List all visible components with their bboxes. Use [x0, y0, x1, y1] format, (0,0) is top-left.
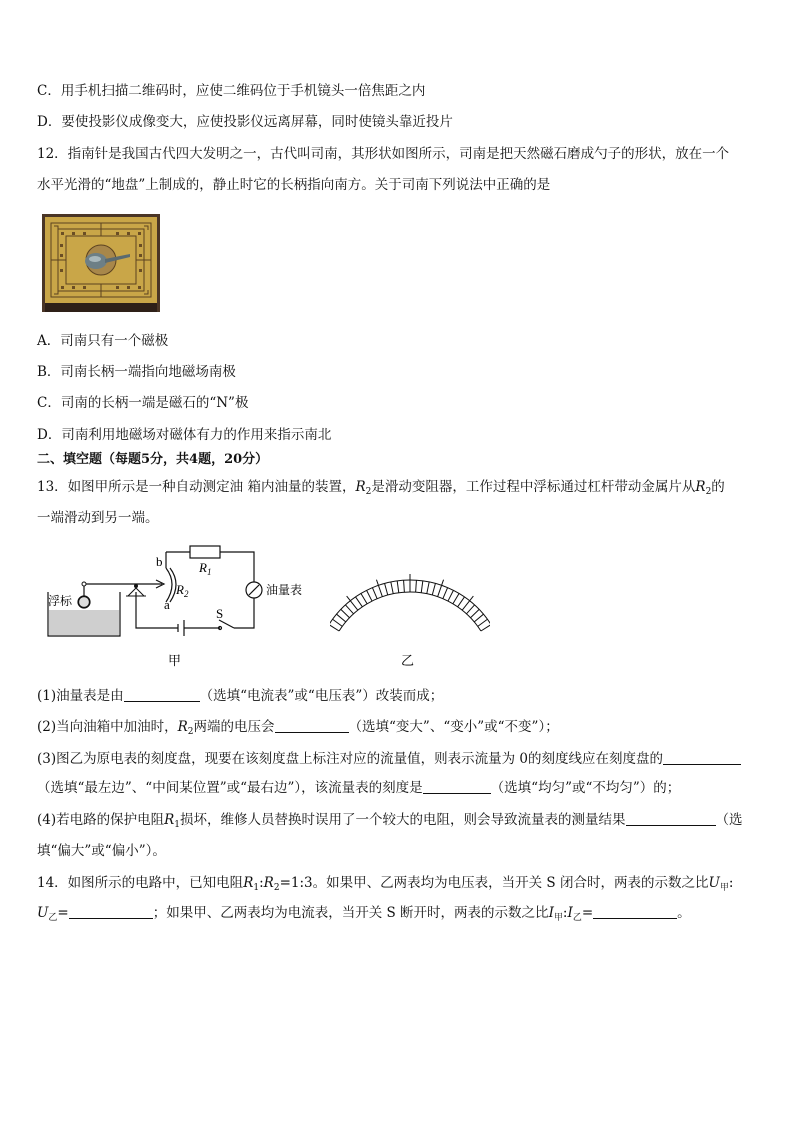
var-sub: 2 — [187, 727, 194, 737]
dial-tick — [438, 580, 444, 597]
q14-text-end: 。 — [677, 905, 691, 921]
dial-tick — [376, 580, 382, 597]
label-float: 浮标 — [48, 594, 73, 608]
q13-p4-text-b: 损坏，维修人员替换时误用了一个较大的电阻，则会导致流量表的测量结果 — [180, 812, 626, 828]
ratio-colon: : — [259, 875, 264, 891]
var-sub: 1 — [253, 883, 260, 893]
label-r2-sub: 2 — [183, 589, 189, 599]
answer-blank-1[interactable] — [124, 687, 200, 702]
q13-part3-line1 — [37, 750, 741, 768]
var-sub-jia: 甲 — [553, 913, 563, 923]
ratio-colon: : — [728, 875, 734, 891]
label-r1-letter: R — [199, 560, 207, 575]
q12-option-c: C．司南的长柄一端是磁石的“N”极 — [37, 395, 249, 411]
label-b: b — [156, 554, 163, 569]
dial-tick — [361, 593, 367, 603]
answer-blank-3[interactable] — [663, 750, 741, 765]
var-r: R — [164, 812, 175, 828]
q13-text-b: 是滑动变阻器，工作过程中浮标通过杠杆带动金属片从 — [371, 479, 696, 495]
q13-part1 — [37, 687, 443, 705]
answer-blank-2[interactable] — [275, 718, 349, 733]
label-r2 — [175, 582, 189, 599]
var-sub-yi: 乙 — [48, 913, 58, 923]
dial-tick — [341, 609, 350, 617]
answer-blank-7[interactable] — [593, 904, 677, 919]
dial-tick — [385, 583, 388, 595]
dial-tick — [397, 581, 399, 593]
q12-option-a: A．司南只有一个磁极 — [37, 333, 169, 349]
q14-text-c: ；如果甲、乙两表均为电流表，当开关 S 断开时，两表的示数之比 — [152, 905, 549, 921]
ratio-colon: : — [562, 905, 568, 921]
q13-p1-text-a: (1)油量表是由 — [37, 688, 124, 704]
dial-tick — [458, 597, 465, 607]
q13-part2 — [37, 718, 559, 741]
var-u: U — [708, 875, 720, 891]
answer-blank-6[interactable] — [69, 904, 153, 919]
q13-p2-text-b: 两端的电压会 — [193, 719, 275, 735]
q14-line2 — [37, 904, 691, 927]
var-sub: 2 — [705, 487, 712, 497]
caption-jia: 甲 — [168, 654, 182, 669]
dial-tick — [453, 593, 459, 603]
var-sub-jia: 甲 — [719, 883, 729, 893]
q12-option-b: B．司南长柄一端指向地磁场南极 — [37, 364, 236, 380]
dial-tick — [367, 590, 372, 601]
label-r1 — [198, 560, 211, 577]
q12-option-d: D．司南利用地磁场对磁体有力的作用来指示南北 — [37, 427, 332, 443]
ratio-value: =1:3 — [279, 875, 313, 891]
q13-p4-text-a: (4)若电路的保护电阻 — [37, 812, 165, 828]
dial-tick — [416, 580, 417, 592]
q13-stem-line1 — [37, 478, 725, 501]
q13-text-c: 的 — [711, 479, 725, 495]
q13-part4-line2: 填“偏大”或“偏小”）。 — [37, 843, 166, 859]
dial-tick — [356, 597, 363, 607]
var-r: R — [243, 875, 254, 891]
label-switch-s: S — [216, 606, 224, 621]
dial-tick — [427, 582, 429, 594]
var-sub-yi: 乙 — [572, 913, 582, 923]
dial-tick — [432, 583, 435, 595]
var-r: R — [177, 719, 188, 735]
q13-text-a: 13．如图甲所示是一种自动测定油 箱内油量的装置， — [37, 479, 356, 495]
q11-option-d: D．要使投影仪成像变大，应使投影仪远离屏幕，同时使镜头靠近投片 — [37, 114, 453, 130]
var-sub: 1 — [174, 820, 181, 830]
q13-part3-line2 — [37, 779, 680, 797]
label-r2-letter: R — [176, 582, 184, 597]
var-i: I — [567, 905, 573, 921]
var-sub: 2 — [365, 487, 372, 497]
equals: = — [581, 905, 594, 921]
label-a: a — [164, 597, 170, 612]
dial-tick — [345, 605, 353, 614]
answer-blank-4[interactable] — [423, 779, 491, 794]
answer-blank-5[interactable] — [626, 811, 716, 826]
q13-part4-line1 — [37, 811, 743, 834]
q14-line1 — [37, 874, 733, 897]
q13-p3-text-b: （选填“最左边”、“中间某位置”或“最右边”），该流量表的刻度是 — [37, 780, 423, 796]
var-i: I — [548, 905, 554, 921]
dial-tick — [448, 590, 453, 601]
var-u: U — [37, 905, 49, 921]
dial-tick — [391, 582, 393, 594]
caption-yi: 乙 — [401, 654, 415, 669]
dial-tick — [471, 609, 480, 617]
q12-stem-line1: 12．指南针是我国古代四大发明之一，古代叫司南，其形状如图所示，司南是把天然磁石磨成勺子的形状，放在一个 — [37, 146, 730, 162]
dial-tick — [337, 614, 346, 622]
figure-yi-dial — [330, 566, 490, 672]
dial-arc — [339, 592, 481, 631]
dial-tick — [421, 581, 423, 593]
dial-tick — [372, 588, 377, 599]
q13-p2-text-a: (2)当向油箱中加油时， — [37, 719, 178, 735]
var-r: R — [355, 479, 366, 495]
dial-tick — [474, 614, 483, 622]
q13-p3-text-c: （选填“均匀”或“不均匀”）的； — [490, 780, 681, 796]
sinan-compass-image — [42, 214, 160, 312]
q14-text-b: 。如果甲、乙两表均为电压表，当开关 S 闭合时，两表的示数之比 — [312, 875, 709, 891]
q12-stem-line2: 水平光滑的“地盘”上制成的，静止时它的长柄指向南方。关于司南下列说法中正确的是 — [37, 177, 551, 193]
var-r: R — [263, 875, 274, 891]
q13-p4-text-c: （选 — [715, 812, 743, 828]
var-sub: 2 — [273, 883, 280, 893]
q13-p2-text-c: （选填“变大”、“变小”或“不变”）； — [348, 719, 559, 735]
q13-p1-text-b: （选填“电流表”或“电压表”）改装而成； — [199, 688, 444, 704]
q14-text-a: 14．如图所示的电路中，已知电阻 — [37, 875, 244, 891]
q13-stem-line2: 一端滑动到另一端。 — [37, 510, 159, 526]
dial-tick — [478, 619, 488, 626]
dial-tick — [333, 619, 343, 626]
label-r1-sub: 1 — [206, 567, 212, 577]
section-heading-fill-in: 二、填空题（每题5分，共4题，20分） — [37, 452, 269, 467]
dial-tick — [466, 605, 474, 614]
dial-tick — [443, 588, 448, 599]
q13-p3-text-a: (3)图乙为原电表的刻度盘，现要在该刻度盘上标注对应的流量值，则表示流量为 0的刻度线应在刻度盘的 — [37, 751, 664, 767]
q11-option-c: C．用手机扫描二维码时，应使二维码位于手机镜头一倍焦距之内 — [37, 83, 426, 99]
dial-tick — [404, 580, 405, 592]
label-oil-meter: 油量表 — [266, 583, 303, 597]
equals: = — [57, 905, 69, 921]
figure-jia-circuit — [44, 540, 334, 672]
var-r: R — [695, 479, 706, 495]
